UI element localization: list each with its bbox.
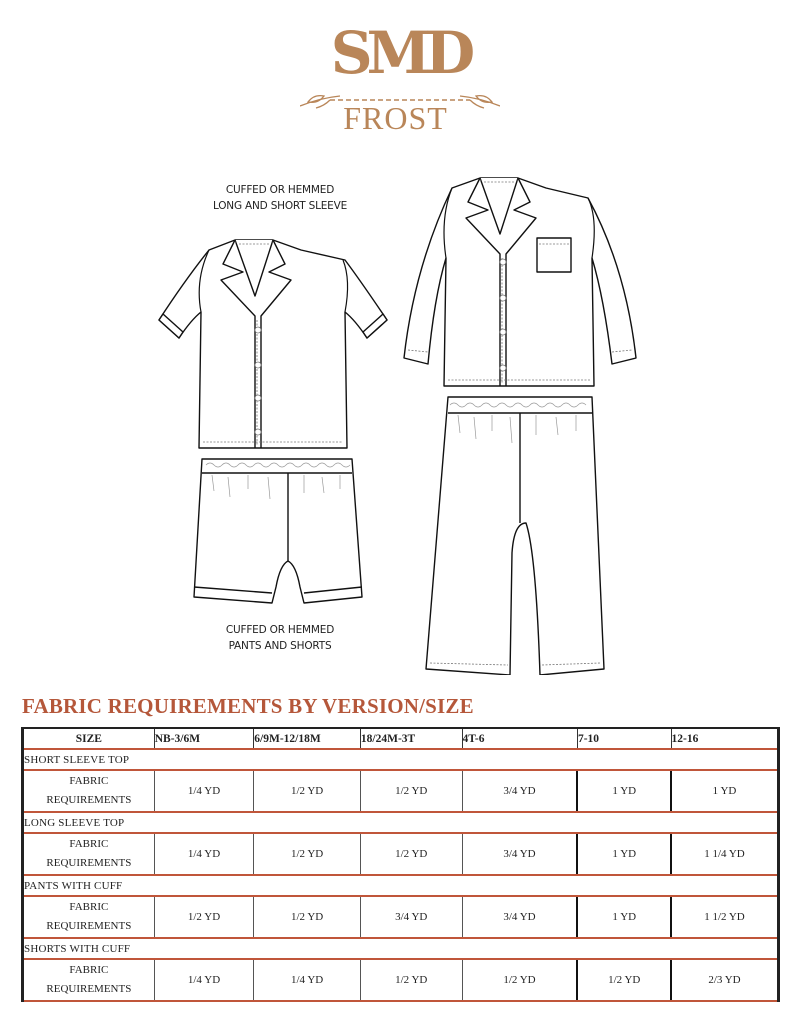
table-row <box>23 896 779 938</box>
label-line: REQUIREMENTS <box>46 794 132 806</box>
fabric-amount-cell: 1/2 YD <box>254 896 361 938</box>
caption-line: CUFFED OR HEMMED <box>225 624 335 636</box>
fabric-amount-cell: 3/4 YD <box>462 896 577 938</box>
logo-monogram: SMD <box>330 19 470 87</box>
short-sleeve-top-illustration <box>155 220 395 452</box>
pattern-name: FROST <box>343 100 448 136</box>
section-name: PANTS WITH CUFF <box>23 875 779 896</box>
shorts-illustration <box>192 455 367 607</box>
fabric-amount-cell: 1/2 YD <box>360 959 462 1001</box>
fabric-amount-cell: 1 YD <box>577 896 671 938</box>
section-row <box>23 938 779 959</box>
fabric-amount-cell: 1/2 YD <box>254 770 361 812</box>
size-column-header: 4T-6 <box>462 728 577 749</box>
fabric-amount-cell: 1/2 YD <box>360 833 462 875</box>
fabric-amount-cell: 1/2 YD <box>254 833 361 875</box>
section-row <box>23 749 779 770</box>
caption-line: CUFFED OR HEMMED <box>225 184 335 196</box>
size-column-header: NB-3/6M <box>154 728 254 749</box>
label-line: REQUIREMENTS <box>46 983 132 995</box>
caption-line: LONG AND SHORT SLEEVE <box>212 200 348 212</box>
label-line: FABRIC <box>69 775 109 787</box>
fabric-amount-cell: 1/2 YD <box>577 959 671 1001</box>
fabric-amount-cell: 1 YD <box>671 770 779 812</box>
fabric-requirements-label <box>23 770 155 812</box>
label-line: FABRIC <box>69 964 109 976</box>
fabric-amount-cell: 3/4 YD <box>462 833 577 875</box>
label-line: FABRIC <box>69 838 109 850</box>
table-row <box>23 770 779 812</box>
long-sleeve-top-illustration <box>400 158 640 390</box>
fabric-amount-cell: 3/4 YD <box>360 896 462 938</box>
fabric-amount-cell: 1 1/4 YD <box>671 833 779 875</box>
fabric-amount-cell: 1/4 YD <box>154 833 254 875</box>
fabric-amount-cell: 3/4 YD <box>462 770 577 812</box>
section-row <box>23 812 779 833</box>
size-column-header: 12-16 <box>671 728 779 749</box>
fabric-amount-cell: 1/4 YD <box>154 959 254 1001</box>
caption-tops <box>180 182 380 214</box>
fabric-amount-cell: 2/3 YD <box>671 959 779 1001</box>
label-line: REQUIREMENTS <box>46 857 132 869</box>
label-line: REQUIREMENTS <box>46 920 132 932</box>
size-column-header: 6/9M-12/18M <box>254 728 361 749</box>
section-name: SHORTS WITH CUFF <box>23 938 779 959</box>
fabric-requirements-label <box>23 833 155 875</box>
pants-illustration <box>418 393 608 675</box>
fabric-requirements-label <box>23 896 155 938</box>
caption-line: PANTS AND SHORTS <box>228 640 332 652</box>
fabric-amount-cell: 1 YD <box>577 770 671 812</box>
caption-bottoms <box>180 622 380 654</box>
fabric-amount-cell: 1 1/2 YD <box>671 896 779 938</box>
fabric-amount-cell: 1/4 YD <box>254 959 361 1001</box>
fabric-requirements-label <box>23 959 155 1001</box>
fabric-amount-cell: 1/2 YD <box>462 959 577 1001</box>
section-name: LONG SLEEVE TOP <box>23 812 779 833</box>
section-row <box>23 875 779 896</box>
fabric-amount-cell: 1/4 YD <box>154 770 254 812</box>
size-header: SIZE <box>23 728 155 749</box>
label-line: FABRIC <box>69 901 109 913</box>
fabric-amount-cell: 1/2 YD <box>154 896 254 938</box>
table-header-row <box>23 728 779 749</box>
size-column-header: 18/24M-3T <box>360 728 462 749</box>
fabric-amount-cell: 1/2 YD <box>360 770 462 812</box>
fabric-requirements-table <box>21 727 780 1002</box>
size-column-header: 7-10 <box>577 728 671 749</box>
fabric-amount-cell: 1 YD <box>577 833 671 875</box>
fabric-requirements-title: FABRIC REQUIREMENTS BY VERSION/SIZE <box>22 694 474 718</box>
table-row <box>23 833 779 875</box>
table-row <box>23 959 779 1001</box>
section-name: SHORT SLEEVE TOP <box>23 749 779 770</box>
